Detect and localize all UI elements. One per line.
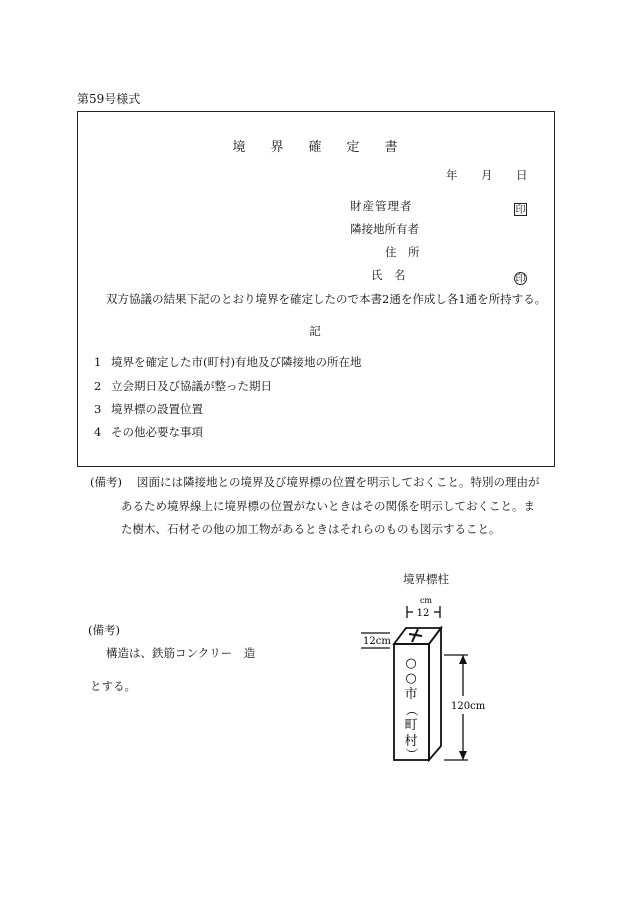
dim-top-width: 12 bbox=[416, 608, 430, 619]
form-number: 第59号様式 bbox=[77, 92, 141, 106]
item-text: 境界標の設置位置 bbox=[111, 402, 203, 416]
marker-caption: 境界標柱 bbox=[403, 572, 449, 586]
remark-line: 図面には隣接地との境界及び境界標の位置を明示しておくこと。特別の理由が bbox=[137, 475, 540, 489]
list-item bbox=[94, 401, 203, 417]
post-char: ○ bbox=[405, 656, 417, 671]
remark2-line: 構造は、鉄筋コンクリー 造 bbox=[106, 646, 256, 660]
statement-text: 双方協議の結果下記のとおり境界を確定したので本書2通を作成し各1通を所持する。 bbox=[106, 292, 547, 306]
property-manager-label: 財産管理者 bbox=[350, 199, 413, 213]
boundary-post-diagram bbox=[360, 596, 500, 771]
remark-line: た樹木、石材その他の加工物があるときはそれらのものも図示すること。 bbox=[121, 522, 501, 536]
date-year: 年 bbox=[446, 168, 458, 182]
seal-round-mark bbox=[514, 267, 527, 286]
post-char: 町 bbox=[404, 718, 418, 733]
item-number: 4 bbox=[94, 425, 102, 439]
arrow-down-icon bbox=[459, 751, 467, 760]
remark-line: あるため境界線上に境界標の位置がないときはその関係を明示しておくこと。ま bbox=[121, 499, 535, 513]
post-side-face bbox=[429, 628, 441, 760]
dim-height: 120cm bbox=[451, 701, 486, 712]
post-char: ） bbox=[403, 747, 418, 761]
item-number: 1 bbox=[94, 355, 102, 369]
name-label: 氏 名 bbox=[371, 268, 406, 282]
post-char: （ bbox=[403, 703, 418, 717]
item-number: 2 bbox=[94, 379, 102, 393]
address-label: 住 所 bbox=[385, 245, 420, 259]
remark2-label: (備考) bbox=[88, 623, 120, 637]
item-text: 立会期日及び協議が整った期日 bbox=[111, 379, 272, 393]
arrow-up-icon bbox=[459, 655, 467, 664]
date-day: 日 bbox=[516, 168, 528, 182]
dim-unit: cm bbox=[419, 596, 433, 605]
item-number: 3 bbox=[94, 402, 102, 416]
seal-stamp-icon: 印 bbox=[515, 205, 526, 216]
post-char: 村 bbox=[404, 734, 418, 749]
remark-label: (備考) bbox=[90, 475, 122, 489]
item-text: 境界を確定した市(町村)有地及び隣接地の所在地 bbox=[111, 355, 362, 369]
post-char: ○ bbox=[405, 671, 417, 686]
seal-round-icon: 印 bbox=[515, 274, 526, 285]
post-char: 市 bbox=[404, 687, 418, 702]
list-item bbox=[94, 424, 203, 440]
date-month: 月 bbox=[481, 168, 493, 182]
list-item bbox=[94, 378, 272, 394]
adjacent-owner-label: 隣接地所有者 bbox=[350, 222, 419, 236]
ki-heading: 記 bbox=[309, 324, 321, 338]
remark2-line: とする。 bbox=[90, 679, 136, 693]
item-text: その他必要な事項 bbox=[111, 425, 203, 439]
seal-square-mark bbox=[514, 198, 527, 217]
document-title: 境界確定書 bbox=[232, 140, 423, 155]
list-item bbox=[94, 354, 361, 370]
dim-side-width: 12cm bbox=[363, 636, 391, 647]
